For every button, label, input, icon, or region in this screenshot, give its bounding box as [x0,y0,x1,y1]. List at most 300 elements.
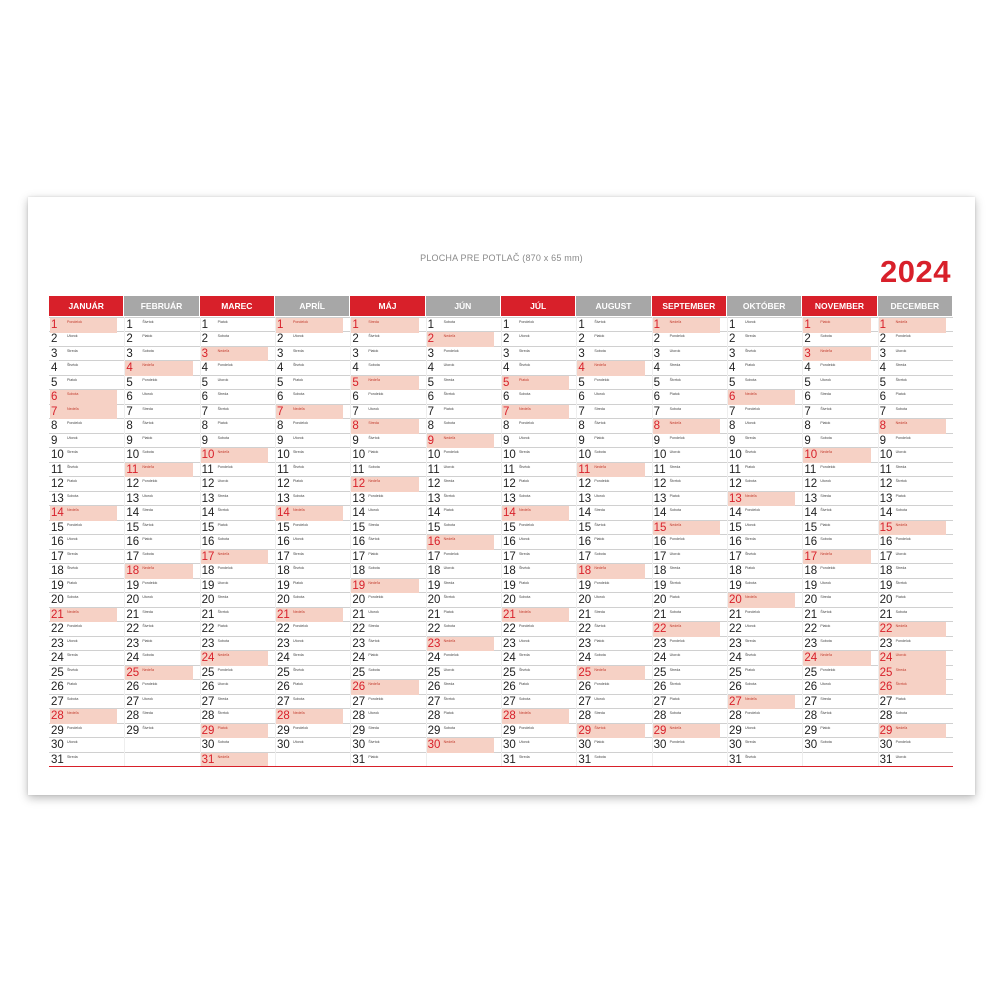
weekday-name: Utorok [142,493,153,498]
day-cell [728,434,801,449]
day-cell [577,506,650,521]
weekday-name: Streda [67,450,78,455]
day-number: 30 [804,739,818,752]
day-number: 22 [804,623,818,636]
day-number: 13 [653,492,667,505]
day-number: 26 [352,681,366,694]
day-cell [276,521,349,536]
day-cell [803,651,870,666]
day-number: 27 [879,695,893,708]
day-cell [728,448,801,463]
day-cell [653,738,726,753]
day-number: 20 [427,594,441,607]
day-cell [653,506,726,521]
weekday-name: Nedeľa [443,638,456,643]
day-number: 1 [51,319,58,331]
day-number: 28 [51,710,64,723]
weekday-name: Nedeľa [519,406,531,411]
day-number: 5 [804,376,811,389]
day-cell [427,318,500,333]
day-cell [879,477,952,492]
weekday-name: Utorok [67,435,78,440]
day-cell [728,709,801,724]
weekday-name: Štvrtok [293,464,305,469]
day-cell [879,521,946,536]
day-number: 2 [879,333,887,346]
day-number: 17 [804,550,818,563]
day-number: 9 [352,434,359,447]
day-cell [201,622,274,637]
weekday-name: Pondelok [745,609,760,614]
weekday-name: Piatok [820,421,831,426]
weekday-name: Utorok [519,638,530,643]
day-cell [879,651,946,666]
day-number: 28 [503,710,516,723]
day-number: 20 [578,594,592,607]
day-number: 15 [503,521,516,534]
weekday-name: Streda [745,334,756,339]
day-cell [879,724,946,739]
day-number: 30 [729,739,742,752]
day-cell [201,695,274,710]
day-cell [276,361,349,376]
day-number: 26 [729,681,742,694]
day-number: 7 [51,405,58,418]
weekday-name: Štvrtok [519,667,531,672]
weekday-name: Sobota [142,450,154,455]
day-cell [276,593,349,608]
day-cell [125,550,198,565]
day-number: 31 [352,753,366,766]
weekday-name: Sobota [745,580,757,585]
day-cell [653,361,726,376]
day-cell [427,419,500,434]
day-number: 10 [879,449,893,462]
day-number: 2 [277,333,284,346]
day-number: 23 [126,637,140,650]
day-cell [125,622,198,637]
day-cell [502,593,575,608]
day-cell [879,434,952,449]
day-number: 14 [126,507,140,520]
day-number: 16 [804,536,818,549]
day-cell [351,680,418,695]
day-number: 3 [729,347,736,360]
day-number: 6 [653,391,661,404]
day-cell [502,637,575,652]
day-number: 15 [804,521,818,534]
day-cell [653,448,726,463]
weekday-name: Štvrtok [142,725,154,730]
day-cell [201,376,274,391]
day-cell [803,405,876,420]
day-cell [502,361,575,376]
weekday-name: Pondelok [895,740,911,745]
day-number: 4 [51,362,58,375]
day-cell [351,753,424,768]
day-cell [577,492,650,507]
calendar-grid [49,317,953,766]
day-cell [50,709,117,724]
day-cell [351,419,418,434]
day-cell [577,419,650,434]
day-number: 15 [51,521,64,534]
weekday-name: Nedeľa [594,464,606,469]
day-number: 24 [503,652,516,665]
day-number: 26 [126,681,140,694]
day-number: 1 [729,319,736,331]
weekday-name: Streda [519,653,530,658]
day-cell [653,492,726,507]
day-cell [351,521,424,536]
day-cell [728,535,801,550]
day-cell [577,347,650,362]
day-number: 4 [427,362,435,375]
month-header-2: MAREC [200,296,274,316]
weekday-name: Streda [594,508,605,513]
weekday-name: Nedeľa [368,580,380,585]
day-cell [276,579,349,594]
day-number: 19 [729,579,742,592]
weekday-name: Streda [745,638,756,643]
day-number: 26 [201,681,215,694]
weekday-name: Piatok [67,580,77,585]
weekday-name: Utorok [67,537,78,542]
day-number: 29 [352,724,366,737]
day-number: 25 [126,666,140,679]
day-cell [201,463,274,478]
weekday-name: Sobota [293,392,305,397]
day-cell [653,724,720,739]
day-number: 28 [427,710,441,723]
day-cell [276,448,349,463]
weekday-name: Nedeľa [594,566,606,571]
day-number: 7 [879,405,887,418]
day-number: 18 [277,565,290,578]
weekday-name: Štvrtok [142,522,154,527]
day-number: 2 [352,333,359,346]
day-number: 19 [578,579,592,592]
weekday-name: Streda [669,566,681,571]
weekday-name: Nedeľa [142,464,154,469]
day-number: 9 [427,434,435,447]
day-cell [728,347,801,362]
day-cell [427,448,500,463]
weekday-name: Utorok [368,508,379,513]
day-cell [125,579,198,594]
weekday-name: Nedeľa [669,421,682,426]
day-number: 23 [277,637,290,650]
day-cell [427,477,500,492]
day-cell [653,463,726,478]
weekday-name: Piatok [368,551,379,556]
day-number: 29 [126,724,140,737]
day-cell [577,579,650,594]
day-number: 19 [879,579,893,592]
day-cell [803,550,870,565]
day-cell [803,506,876,521]
day-number: 21 [653,608,667,621]
day-cell [728,680,801,695]
weekday-name: Štvrtok [820,609,832,614]
weekday-name: Piatok [217,320,228,324]
day-number: 30 [879,739,893,752]
day-number: 23 [879,637,893,650]
weekday-name: Nedeľa [519,508,531,513]
weekday-name: Pondelok [669,537,685,542]
day-number: 1 [352,319,359,331]
weekday-name: Nedeľa [594,667,606,672]
day-number: 13 [201,492,215,505]
day-cell [50,593,123,608]
day-number: 2 [578,333,585,346]
weekday-name: Nedeľa [895,624,908,629]
day-number: 2 [653,333,661,346]
day-number: 21 [503,608,516,621]
day-number: 21 [427,608,441,621]
day-cell [879,753,952,768]
weekday-name: Sobota [217,537,230,542]
day-cell [50,463,123,478]
day-number: 30 [653,739,667,752]
weekday-name: Piatok [368,450,379,455]
day-number: 23 [804,637,818,650]
day-number: 19 [277,579,290,592]
day-cell [50,535,123,550]
day-cell [728,651,801,666]
weekday-name: Streda [443,479,455,484]
day-number: 26 [427,681,441,694]
weekday-name: Utorok [745,320,756,324]
day-cell [803,666,876,681]
weekday-name: Sobota [67,696,79,701]
weekday-name: Nedeľa [293,406,305,411]
day-cell [125,347,198,362]
day-cell [427,680,500,695]
day-number: 11 [503,463,515,476]
day-number: 16 [578,536,592,549]
day-cell [125,492,198,507]
weekday-name: Piatok [594,638,605,643]
day-number: 22 [352,623,366,636]
day-cell [879,492,952,507]
weekday-name: Nedeľa [217,754,230,759]
day-cell [427,724,500,739]
day-number: 25 [352,666,366,679]
day-number: 22 [126,623,140,636]
day-number: 20 [729,594,742,607]
day-number: 28 [126,710,140,723]
day-cell [50,318,117,333]
weekday-name: Pondelok [820,363,836,368]
weekday-name: Streda [519,551,530,556]
day-cell [427,666,500,681]
weekday-name: Nedeľa [669,725,682,730]
weekday-name: Sobota [895,609,908,614]
day-number: 2 [427,333,435,346]
weekday-name: Utorok [67,638,78,643]
day-cell [50,506,117,521]
day-cell [427,738,494,753]
day-number: 20 [653,594,667,607]
day-cell [427,361,500,376]
weekday-name: Piatok [368,653,379,658]
weekday-name: Pondelok [895,435,911,440]
weekday-name: Piatok [293,682,303,687]
day-cell [50,521,123,536]
weekday-name: Utorok [217,580,229,585]
day-number: 11 [277,463,289,476]
weekday-name: Nedeľa [594,363,606,368]
day-number: 9 [277,434,284,447]
weekday-name: Sobota [368,667,380,672]
day-number: 10 [51,449,64,462]
day-number: 9 [503,434,510,447]
day-cell [50,637,123,652]
weekday-name: Nedeľa [67,711,79,716]
day-cell [125,376,198,391]
weekday-name: Piatok [669,493,680,498]
weekday-name: Piatok [820,522,831,527]
day-cell [351,550,424,565]
day-number: 7 [503,405,510,418]
day-number: 3 [879,347,887,360]
day-number: 29 [427,724,441,737]
weekday-name: Štvrtok [820,406,832,411]
day-cell [125,564,192,579]
weekday-name: Nedeľa [67,609,79,614]
day-number: 17 [201,550,215,563]
day-number: 18 [578,565,592,578]
day-cell [201,521,274,536]
day-number: 16 [653,536,667,549]
day-number: 8 [427,420,435,433]
weekday-name: Sobota [594,348,606,353]
day-number: 29 [879,724,893,737]
day-number: 5 [578,376,585,389]
day-cell [125,361,192,376]
weekday-name: Utorok [443,566,455,571]
weekday-name: Utorok [293,334,304,339]
weekday-name: Pondelok [519,320,534,324]
day-number: 6 [729,391,736,404]
weekday-name: Piatok [745,363,755,368]
day-number: 11 [879,463,892,476]
weekday-name: Pondelok [745,711,760,716]
weekday-name: Streda [895,464,907,469]
day-cell [728,376,801,391]
day-cell [577,651,650,666]
weekday-name: Pondelok [368,493,384,498]
day-cell [577,550,650,565]
day-number: 30 [578,739,592,752]
day-number: 30 [201,739,215,752]
month-header-11: DECEMBER [878,296,952,316]
weekday-name: Utorok [519,740,530,745]
weekday-name: Nedeľa [745,696,757,701]
day-cell [351,390,424,405]
day-cell [728,622,801,637]
day-number: 12 [201,478,215,491]
day-number: 5 [503,376,510,389]
day-cell [803,738,876,753]
weekday-name: Nedeľa [217,348,230,353]
day-number: 2 [51,333,58,346]
day-cell [201,608,274,623]
day-number: 28 [578,710,592,723]
weekday-name: Utorok [669,348,681,353]
day-cell [427,506,500,521]
weekday-name: Štvrtok [594,421,606,426]
weekday-name: Pondelok [745,508,760,513]
day-number: 4 [804,362,811,375]
day-number: 10 [578,449,592,462]
weekday-name: Štvrtok [594,320,606,324]
weekday-name: Pondelok [669,740,685,745]
weekday-name: Utorok [293,740,304,745]
day-number: 18 [729,565,742,578]
weekday-name: Streda [745,740,756,745]
day-cell [427,535,494,550]
weekday-name: Pondelok [820,464,836,469]
day-cell [502,521,575,536]
weekday-name: Štvrtok [142,320,154,324]
day-cell [728,477,801,492]
day-cell [653,651,726,666]
day-cell [276,376,349,391]
day-number: 12 [503,478,516,491]
weekday-name: Sobota [519,595,531,600]
day-cell [201,564,274,579]
day-number: 2 [126,333,133,346]
weekday-name: Piatok [142,537,153,542]
weekday-name: Piatok [368,754,379,759]
day-number: 9 [653,434,661,447]
day-cell [577,637,650,652]
day-number: 17 [51,550,64,563]
day-number: 1 [578,319,585,331]
weekday-name: Streda [67,653,78,658]
weekday-name: Nedeľa [217,653,230,658]
day-number: 12 [277,478,290,491]
weekday-name: Pondelok [217,667,233,672]
weekday-name: Utorok [443,667,455,672]
weekday-name: Sobota [895,406,908,411]
day-cell [125,477,198,492]
weekday-name: Nedeľa [745,392,757,397]
day-number: 13 [879,492,893,505]
day-cell [427,521,500,536]
weekday-name: Utorok [820,479,831,484]
weekday-name: Sobota [368,566,380,571]
weekday-name: Sobota [217,638,230,643]
weekday-name: Piatok [217,725,228,730]
day-number: 22 [578,623,592,636]
day-number: 3 [653,347,661,360]
day-number: 4 [729,362,736,375]
day-cell [502,448,575,463]
day-cell [201,361,274,376]
day-cell [50,724,123,739]
weekday-name: Utorok [669,551,681,556]
day-cell [803,434,876,449]
day-cell [50,622,123,637]
day-number: 9 [578,434,585,447]
day-cell [50,564,123,579]
day-cell [276,535,349,550]
month-header-1: FEBRUÁR [124,296,198,316]
day-cell [351,695,424,710]
